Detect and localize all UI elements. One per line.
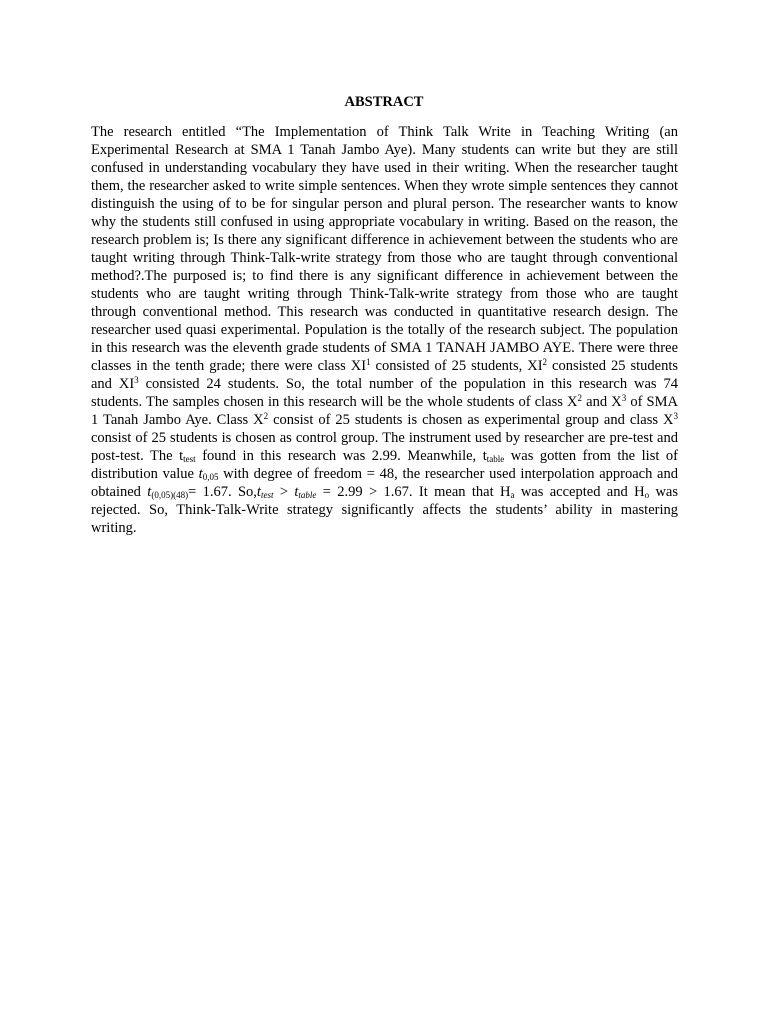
math-symbol: t bbox=[198, 466, 203, 482]
abstract-text: consist of 25 students is chosen as experimental group and class X bbox=[268, 412, 674, 428]
abstract-title: ABSTRACT bbox=[344, 94, 424, 110]
abstract-text: = 2.99 > 1.67. It mean that H bbox=[316, 484, 511, 500]
abstract-text: The research entitled “The Implementation of Think Talk Write in Teaching Writing (an Experimental Research at SMA 1 Tanah Jambo Aye). Many students can write but they are still confused in understanding vocabulary they have used in their writing. When the researcher taught them, the researcher asked to write simple sentences. When they wrote simple sentences they cannot distinguish the using of to be for singular person and plural person. The researcher wants to know why the students still confused in using appropriate vocabulary in writing. Based on the reason, the research problem is; Is there any significant difference in achievement between the students who are taught writing through Think-Talk-write strategy from those who are taught through conventional method?.The purposed is; to find there is any significant difference in achievement between the students who are taught writing through Think-Talk-write strategy from those who are taught through conventional method. This research was conducted in quantitative research design. The researcher used quasi experimental. Population is the totally of the research subject. The population in this research was the eleventh grade students of SMA 1 TANAH JAMBO AYE. There were three classes in the tenth grade; there were class XI bbox=[91, 124, 678, 374]
abstract-text: > bbox=[273, 484, 295, 500]
abstract-text: found in this research was 2.99. Meanwhile, t bbox=[195, 448, 487, 464]
math-symbol: t bbox=[147, 484, 152, 500]
superscript: 1 bbox=[366, 357, 371, 367]
subscript: a bbox=[510, 490, 515, 500]
superscript: 3 bbox=[673, 411, 678, 421]
subscript: test bbox=[183, 454, 196, 464]
subscript: test bbox=[260, 490, 274, 500]
abstract-text: was rejected. So, Think-Talk-Write strategy significantly affects the students’ ability in mastering writing. bbox=[91, 484, 678, 536]
subscript: o bbox=[644, 490, 650, 500]
abstract-text: with degree of freedom = 48, the researcher used interpolation approach and obtained bbox=[91, 466, 678, 500]
abstract-text: consisted of 25 students, XI bbox=[370, 358, 543, 374]
abstract-text: of SMA 1 Tanah Jambo Aye. Class X bbox=[91, 394, 678, 428]
abstract-text: consisted 24 students. So, the total number of the population in this research was 74 students. The samples chosen in this research will be the whole students of class X bbox=[91, 376, 678, 410]
math-symbol: t bbox=[256, 484, 261, 500]
abstract-text: = 1.67. So, bbox=[188, 484, 257, 500]
superscript: 2 bbox=[577, 393, 583, 403]
subscript: 0,05 bbox=[202, 472, 219, 482]
subscript: table bbox=[486, 454, 505, 464]
abstract-text: consist of 25 students is chosen as control group. The instrument used by researcher are pre-test and post-test. The t bbox=[91, 430, 678, 464]
superscript: 3 bbox=[621, 393, 627, 403]
abstract-text: was gotten from the list of distribution value bbox=[91, 448, 678, 482]
math-symbol: t bbox=[294, 484, 299, 500]
superscript: 3 bbox=[134, 375, 139, 385]
superscript: 2 bbox=[263, 411, 269, 421]
abstract-text: consisted 25 students and XI bbox=[91, 358, 679, 392]
superscript: 2 bbox=[542, 357, 548, 367]
subscript: table bbox=[298, 490, 317, 500]
subscript: (0,05)(48) bbox=[151, 490, 189, 500]
abstract-text: was accepted and H bbox=[514, 484, 645, 500]
abstract-text: and X bbox=[582, 394, 622, 410]
abstract-paragraph bbox=[91, 123, 678, 537]
